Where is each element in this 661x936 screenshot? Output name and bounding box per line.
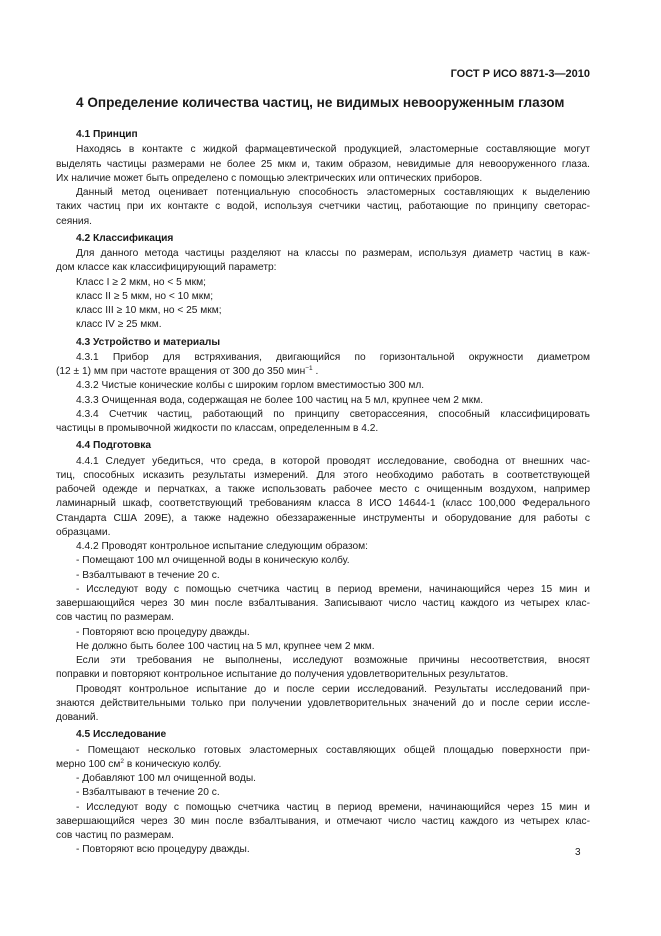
document-body bbox=[56, 125, 590, 858]
heading-4-4: 4.4 Подготовка bbox=[76, 440, 152, 452]
item-4-3-4: 4.3.4 Счетчик частиц, работающий по принципу светорассеяния, способный классифицировать частицы в промывочной жидкости по классам, определенным в 4.2. bbox=[56, 408, 590, 434]
heading-4-2: 4.2 Классификация bbox=[76, 232, 174, 244]
item-4-3-3: 4.3.3 Очищенная вода, содержащая не более 100 частиц на 5 мл, крупнее чем 2 мкм. bbox=[76, 394, 484, 406]
paragraph-classification: Для данного метода частицы разделяют на классы по размерам, используя диаметр частиц в каж- дом классе как классифицирующий параметр: bbox=[56, 248, 590, 274]
test-step-2: - Добавляют 100 мл очищенной воды. bbox=[76, 773, 256, 784]
paragraph-principle-2: Данный метод оценивает потенциальную способность эластомерных составляющих к выделению таких частиц при их контакте с водой, используя счетчики частиц, работающие по принципу светорас- сеяния. bbox=[56, 187, 590, 227]
section-title: 4 Определение количества частиц, не видимых невооруженным глазом bbox=[76, 95, 565, 110]
control-step-3: - Исследуют воду с помощью счетчика частиц в период времени, начинающийся через 15 мин и завершающийся через 30 мин после взбалтывания. Записывают число частиц каждого из четырех клас- сов частиц по размерам. bbox=[56, 583, 590, 624]
class-1: Класс I ≥ 2 мкм, но < 5 мкм; bbox=[76, 276, 206, 288]
paragraph-failure: Если эти требования не выполнены, исследуют возможные причины несоответствия, вносят поправки и повторяют контрольное испытание до получения удовлетворительных результатов. bbox=[56, 655, 590, 681]
control-step-2: - Взбалтывают в течение 20 с. bbox=[76, 569, 220, 581]
paragraph-principle-1: Находясь в контакте с жидкой фармацевтической продукцией, эластомерные составляющие могут выделять частицы размерами не более 25 мкм и, таким образом, невидимые для невооруженного глаза. Их наличие может быть определено с помощью электрических или оптических приборов. bbox=[56, 144, 590, 184]
heading-4-1: 4.1 Принцип bbox=[76, 129, 138, 140]
control-step-1: - Помещают 100 мл очищенной воды в коническую колбу. bbox=[76, 555, 350, 567]
test-step-5: - Повторяют всю процедуру дважды. bbox=[76, 844, 250, 856]
paragraph-limit: Не должно быть более 100 частиц на 5 мл, крупнее чем 2 мкм. bbox=[76, 640, 375, 652]
class-4: класс IV ≥ 25 мкм. bbox=[76, 319, 162, 331]
heading-4-3: 4.3 Устройство и материалы bbox=[76, 336, 221, 348]
heading-4-5: 4.5 Исследование bbox=[76, 729, 167, 741]
paragraph-validity: Проводят контрольное испытание до и после серии исследований. Результаты исследований при- знаются действительными только при получении удовлетворительных значений до и после серии иссле- дований. bbox=[56, 683, 590, 723]
control-step-4: - Повторяют всю процедуру дважды. bbox=[76, 626, 250, 638]
test-step-1: - Помещают несколько готовых эластомерных составляющих общей площадью поверхности при- мерно 100 $см^2$ в коническую колбу. bbox=[56, 744, 590, 770]
item-4-3-2: 4.3.2 Чистые конические колбы с широким горлом вместимостью 300 мл. bbox=[76, 380, 425, 392]
item-4-3-1: 4.3.1 Прибор для встряхивания, двигающийся по горизонтальной окружности диаметром (12 ± 1) мм при частоте вращения от 300 до 350 мин$^{-1}$ . bbox=[56, 351, 590, 377]
test-step-3: - Взбалтывают в течение 20 с. bbox=[76, 787, 220, 799]
page-number: 3 bbox=[575, 847, 581, 858]
item-4-4-1: 4.4.1 Следует убедиться, что среда, в которой проводят исследование, свободна от внешних час- тиц, способных исказить результаты измерений. Для этого необходимо работать в соответствующей рабочей одежде и перчатках, а также использовать рабочее место с очищенным воздухом, например ламинарный шкаф, соответствующий требованиям класса 8 ИСО 14644-1 (класс 100,000 Федерального Стандарта США 209Е), а также надежно обеззараженные инструменты и оборудование для работы с образцами. bbox=[56, 455, 590, 538]
document-id-header: ГОСТ Р ИСО 8871-3—2010 bbox=[450, 68, 590, 80]
class-3: класс III ≥ 10 мкм, но < 25 мкм; bbox=[76, 305, 222, 316]
item-4-4-2: 4.4.2 Проводят контрольное испытание следующим образом: bbox=[76, 541, 369, 552]
test-step-4: - Исследуют воду с помощью счетчика частиц в период времени, начинающийся через 15 мин и завершающийся через 30 мин после взбалтывания, и отмечают число частиц каждого из четырех клас- сов частиц по размерам. bbox=[56, 801, 590, 841]
class-2: класс II ≥ 5 мкм, но < 10 мкм; bbox=[76, 290, 214, 302]
